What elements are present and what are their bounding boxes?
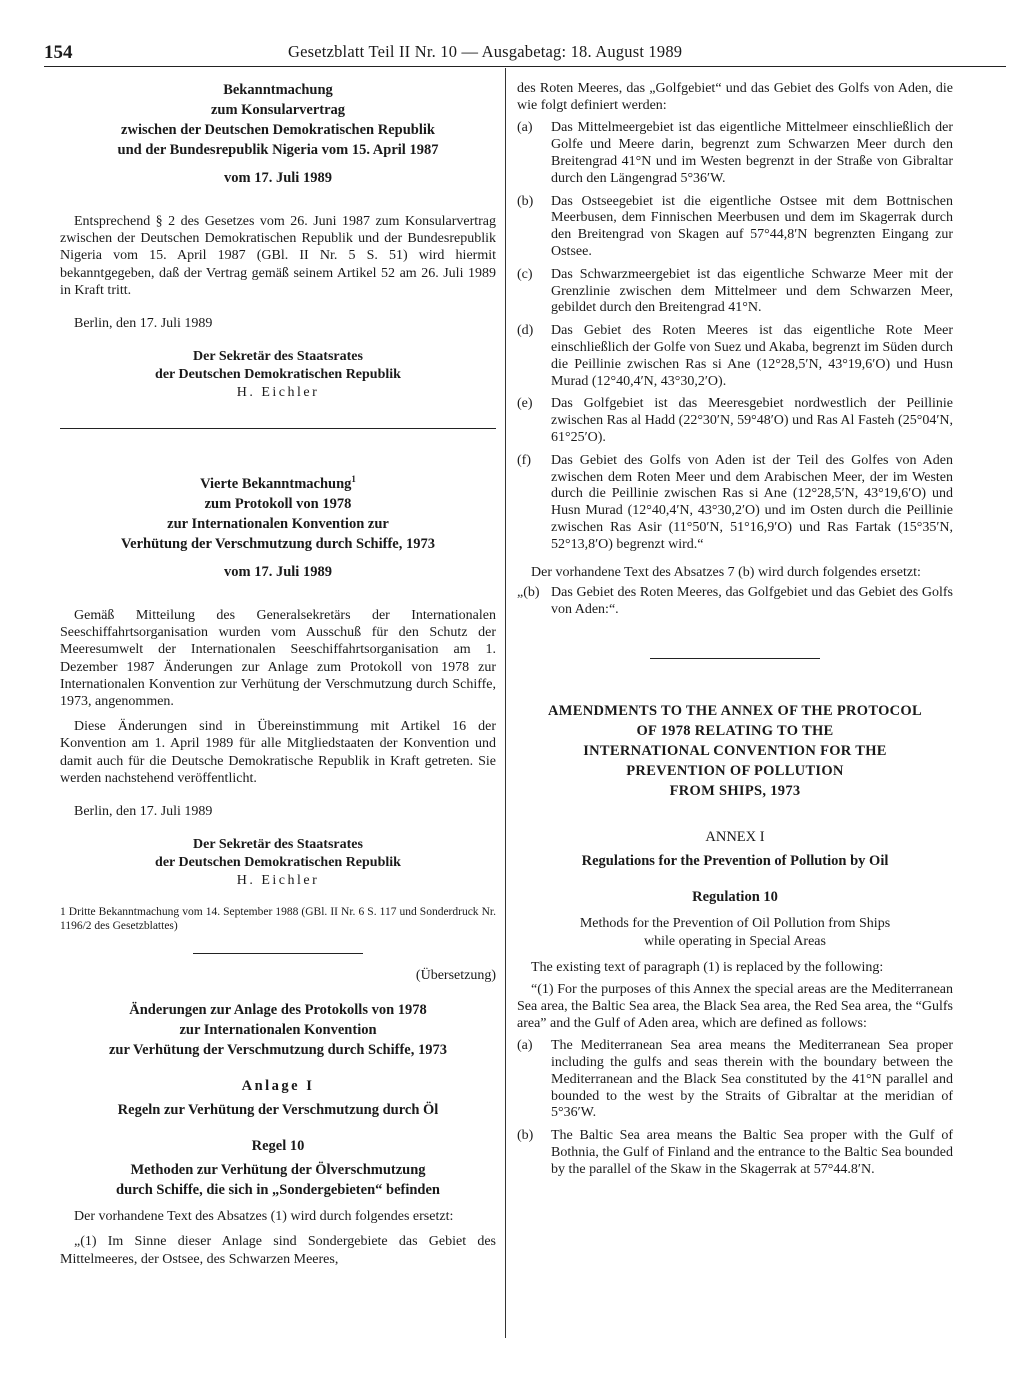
column-divider (505, 68, 506, 1338)
section1-place-date: Berlin, den 17. Juli 1989 (74, 316, 213, 332)
english-title-line: PREVENTION OF POLLUTION (626, 763, 844, 780)
section2-place-date: Berlin, den 17. Juli 1989 (74, 804, 213, 820)
section2-title (60, 469, 496, 554)
item-label: (b) (517, 193, 534, 209)
section2-title-line: Verhütung der Verschmutzung durch Schiffe, 1973 (121, 536, 435, 553)
item-text: Das Schwarzmeergebiet ist das eigentliche Schwarze Meer mit der Grenzlinie zwischen dem Mittelmeer und dem Schwarzen Meer, gebildet durch den Breitengrad 41°N. (551, 266, 953, 316)
annex-title: Regeln zur Verhütung der Verschmutzung durch Öl (117, 1102, 439, 1119)
section2-body-1: Gemäß Mitteilung des Generalsekretärs der Internationalen Seeschiffahrtsorganisation wurden vom Ausschuß für den Schutz der Meeresumwelt der Internationalen Seeschiffahrtsorganisation am 1. Dezember 1987 Änderungen zur Anlage zum Protokoll von 1978 zur Internationalen Konvention zur Verhütung der Verschmutzung durch Schiffe, 1973, angenommen. (60, 608, 496, 710)
english-regulation-heading: Regulation 10 (692, 889, 778, 906)
english-title-line: AMENDMENTS TO THE ANNEX OF THE PROTOCOL (547, 703, 922, 720)
section3-title-line: zur Internationalen Konvention (179, 1022, 377, 1039)
english-annex-title: Regulations for the Prevention of Pollution by Oil (581, 853, 889, 870)
english-title-line: OF 1978 RELATING TO THE (636, 723, 834, 740)
section3-body-1: Der vorhandene Text des Absatzes (1) wird durch folgendes ersetzt: (74, 1209, 454, 1225)
english-annex-heading: ANNEX I (705, 829, 765, 846)
page-header (44, 38, 1006, 67)
annex-heading: Anlage I (241, 1078, 315, 1095)
item-text: The Baltic Sea area means the Baltic Sea proper with the Gulf of Bothnia, the Gulf of Finland and the entrance to the Baltic Sea bounded by the parallel of the Skaw in the Skagerrak at 57°44.8′N. (551, 1128, 953, 1177)
replacement-item (517, 585, 953, 619)
english-body-1: The existing text of paragraph (1) is replaced by the following: (531, 960, 884, 976)
section2-signer-org: der Deutschen Demokratischen Republik (155, 855, 401, 871)
section3-title-line: zur Verhütung der Verschmutzung durch Schiffe, 1973 (109, 1042, 447, 1059)
section2-title-line: zum Protokoll von 1978 (204, 496, 352, 513)
footnote-marker: 1 (351, 474, 356, 485)
section2-signer-title: Der Sekretär des Staatsrates (193, 837, 363, 853)
section3-title (60, 1000, 496, 1060)
section1-title-line: und der Bundesrepublik Nigeria vom 15. April 1987 (117, 142, 439, 158)
english-definition-item (517, 1038, 953, 1122)
item-text: Das Ostseegebiet ist die eigentliche Ostsee mit dem Bottnischen Meerbusen, dem Finnischen Meerbusen und dem im Skagerrak durch den Breitengrad von Skagen auf 57°44,8′N begrenzten Eingang zur Ostsee. (551, 193, 953, 259)
english-title-line: INTERNATIONAL CONVENTION FOR THE (583, 743, 887, 760)
section1-title-line: Bekanntmachung (223, 82, 333, 98)
section2-title-line (60, 469, 496, 494)
item-label: (b) (517, 1128, 534, 1144)
item-label: (f) (517, 452, 531, 468)
english-title-line: FROM SHIPS, 1973 (669, 783, 801, 800)
footnote: 1 Dritte Bekanntmachung vom 14. September 1988 (GBl. II Nr. 6 S. 117 und Sonderdruck Nr. 1196/2 des Gesetzblattes) (60, 906, 496, 932)
definition-item (517, 453, 953, 554)
right-column (517, 80, 953, 1185)
item-label: „(b) (517, 584, 540, 600)
item-text: Das Gebiet des Roten Meeres, das Golfgebiet und das Gebiet des Golfs von Aden:“. (551, 584, 953, 617)
rule-title-1: Methoden zur Verhütung der Ölverschmutzung (130, 1162, 426, 1179)
definition-item (517, 120, 953, 187)
item-text: Das Gebiet des Roten Meeres ist das eigentliche Rote Meer einschließlich der Golfe von Suez und Akaba, begrenzt im Süden durch die Peillinie zwischen Ras si Ane (12°28,5′N, 43°19,6′O) und Husn Murad (12°40,4′N, 43°30,2′O). (551, 323, 953, 389)
item-text: Das Golfgebiet ist das Meeresgebiet nordwestlich der Peillinie zwischen Ras al Hadd (22°30′N, 59°48′O) und Ras Al Fasteh (25°04′N, 61°25′O). (551, 396, 953, 445)
item-label: (a) (517, 120, 533, 136)
english-reg-title-1: Methods for the Prevention of Oil Pollution from Ships (579, 916, 891, 932)
section3-title-line: Änderungen zur Anlage des Protokolls von 1978 (129, 1002, 427, 1019)
section2-title-first: Vierte Bekanntmachung (200, 476, 352, 493)
section1-signer-name: H. Eichler (236, 385, 320, 401)
translation-note: (Übersetzung) (415, 968, 496, 984)
item-label: (d) (517, 323, 534, 339)
section1-title (60, 80, 496, 160)
definition-item (517, 194, 953, 261)
item-label: (a) (517, 1038, 533, 1054)
definition-item (517, 396, 953, 446)
section1-title-line: zwischen der Deutschen Demokratischen Republik (121, 122, 435, 138)
rule-title-2: durch Schiffe, die sich in „Sondergebieten“ befinden (116, 1182, 440, 1199)
replace-intro: Der vorhandene Text des Absatzes 7 (b) wird durch folgendes ersetzt: (531, 564, 921, 580)
section1-body: Entsprechend § 2 des Gesetzes vom 26. Juni 1987 zum Konsularvertrag zwischen der Deutschen Demokratischen Republik und der Bundesrepublik Nigeria vom 15. April 1987 (GBl. II Nr. 5 S. 51) wird hiermit bekanntgegeben, daß der Vertrag gemäß seinem Artikel 52 am 26. Juli 1989 in Kraft tritt. (60, 214, 496, 298)
section2-title-line: zur Internationalen Konvention zur (167, 516, 389, 533)
item-text: Das Mittelmeergebiet ist das eigentliche Mittelmeer einschließlich der Golfe und Meere darin, begrenzt zum Schwarzen Meer durch den Breitengrad 41°N und im Westen begrenzt in der Straße von Gibraltar durch den Längengrad 5°36′W. (551, 120, 953, 186)
section2-body-2: Diese Änderungen sind in Übereinstimmung mit Artikel 16 der Konvention am 1. April 1989 für alle Mitgliedstaaten der Konvention und damit auch für die Deutsche Demokratische Republik in Kraft getreten. Sie werden nachstehend veröffentlicht. (60, 719, 496, 786)
section1-signer-org: der Deutschen Demokratischen Republik (155, 367, 401, 383)
page-number: 154 (44, 42, 73, 63)
definition-item (517, 267, 953, 317)
section2-signer-name: H. Eichler (236, 873, 320, 889)
item-text: Das Gebiet des Golfs von Aden ist der Teil des Golfes von Aden zwischen dem Roten Meer und dem Arabischen Meer, der im Westen durch die Peillinie zwischen Ras si Ane (12°28,5′N, 43°19,6′O) und Husn Murad (12°40,4′N, 43°30,2′O) und im Osten durch die Peillinie zwischen Ras Asir (11°50′N, 51°16,9′O) und Ras Fartak (15°35′N, 52°13,8′O) begrenzt wird.“ (551, 452, 953, 552)
section1-date: vom 17. Juli 1989 (224, 170, 332, 186)
section1-signer-title: Der Sekretär des Staatsrates (193, 349, 363, 365)
left-column (60, 80, 496, 1268)
english-definition-item (517, 1128, 953, 1178)
section3-body-2: „(1) Im Sinne dieser Anlage sind Sondergebiete das Gebiet des Mittelmeeres, der Ostsee, des Schwarzen Meeres, (60, 1234, 496, 1267)
section1-title-line: zum Konsularvertrag (210, 102, 346, 118)
item-label: (e) (517, 396, 533, 412)
section2-date: vom 17. Juli 1989 (224, 564, 332, 581)
item-label: (c) (517, 266, 533, 282)
english-body-2: “(1) For the purposes of this Annex the special areas are the Mediterranean Sea area, the Baltic Sea area, the Black Sea area, the Red Sea area, the “Gulfs area” and the Gulf of Aden area, which are defined as follows: (517, 981, 953, 1031)
english-reg-title-2: while operating in Special Areas (644, 934, 826, 950)
rule-heading: Regel 10 (251, 1138, 305, 1155)
continuation-text: des Roten Meeres, das „Golfgebiet“ und das Gebiet des Golfs von Aden, die wie folgt definiert werden: (517, 81, 953, 114)
definition-item (517, 323, 953, 390)
running-head: Gesetzblatt Teil II Nr. 10 — Ausgabetag: 18. August 1989 (288, 42, 683, 61)
english-title (517, 701, 953, 801)
item-text: The Mediterranean Sea area means the Mediterranean Sea proper including the gulfs and seas therein with the boundary between the Mediterranean and the Black Sea constituted by the 41°N parallel and bounded to the west by the Straits of Gibraltar at the meridian of 5°36′W. (551, 1038, 953, 1121)
